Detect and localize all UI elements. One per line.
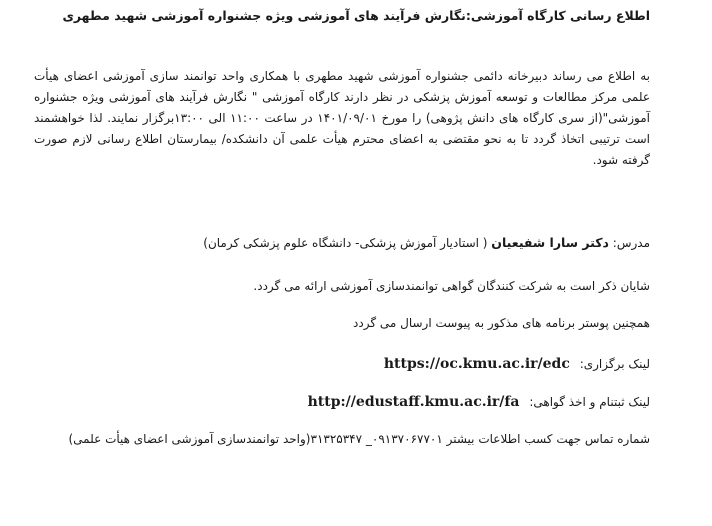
certificate-note: شایان ذکر است به شرکت کنندگان گواهی توانمندسازی آموزشی ارائه می گردد. [253,279,650,293]
hold-link-line [34,356,650,372]
instructor-label: مدرس: [612,236,650,250]
hold-link-label: لینک برگزاری: [579,357,650,371]
instructor-detail: ( استادیار آموزش پزشکی- دانشگاه علوم پزشکی کرمان) [203,236,488,250]
announcement-intro-paragraph: به اطلاع می رساند دبیرخانه دائمی جشنواره آموزشی شهید مطهری با همکاری واحد توانمند سازی آموزشی اعضای هیأت علمی مرکز مطالعات و توسعه آموزش پزشکی در نظر دارند کارگاه آموزشی " نگارش فرآیند های آموزشی ویژه جشنواره آموزشی"(از سری کارگاه های دانش پژوهی) را مورخ ۱۴۰۱/۰۹/۰۱ در ساعت ۱۱:۰۰ الی ۱۳:۰۰برگزار نمایند. لذا خواهشمند است ترتیبی اتخاذ گردد تا به نحو مقتضی به اعضای محترم هیأت علمی آن دانشکده/ بیمارستان اطلاع رسانی لازم صورت گرفته شود. [34,69,650,167]
instructor-name: دکتر سارا شفیعیان [491,235,609,250]
instructor-line [34,235,650,250]
hold-link-url[interactable]: https://oc.kmu.ac.ir/edc [383,356,570,372]
poster-note: همچنین پوستر برنامه های مذکور به پیوست ارسال می گردد [353,316,650,330]
registration-link-line [34,394,650,410]
registration-link-url[interactable]: http://edustaff.kmu.ac.ir/fa [307,394,520,410]
contact-note: شماره تماس جهت کسب اطلاعات بیشتر ۰۹۱۳۷۰۶۷۷۰۱_ ۳۱۳۲۵۳۴۷(واحد توانمندسازی آموزشی اعضای هیأت علمی) [68,432,650,446]
registration-link-label: لینک ثبتنام و اخذ گواهی: [529,395,650,409]
announcement-title: اطلاع رسانی کارگاه آموزشی:نگارش فرآیند های آموزشی ویژه جشنواره آموزشی شهید مطهری [62,8,650,23]
